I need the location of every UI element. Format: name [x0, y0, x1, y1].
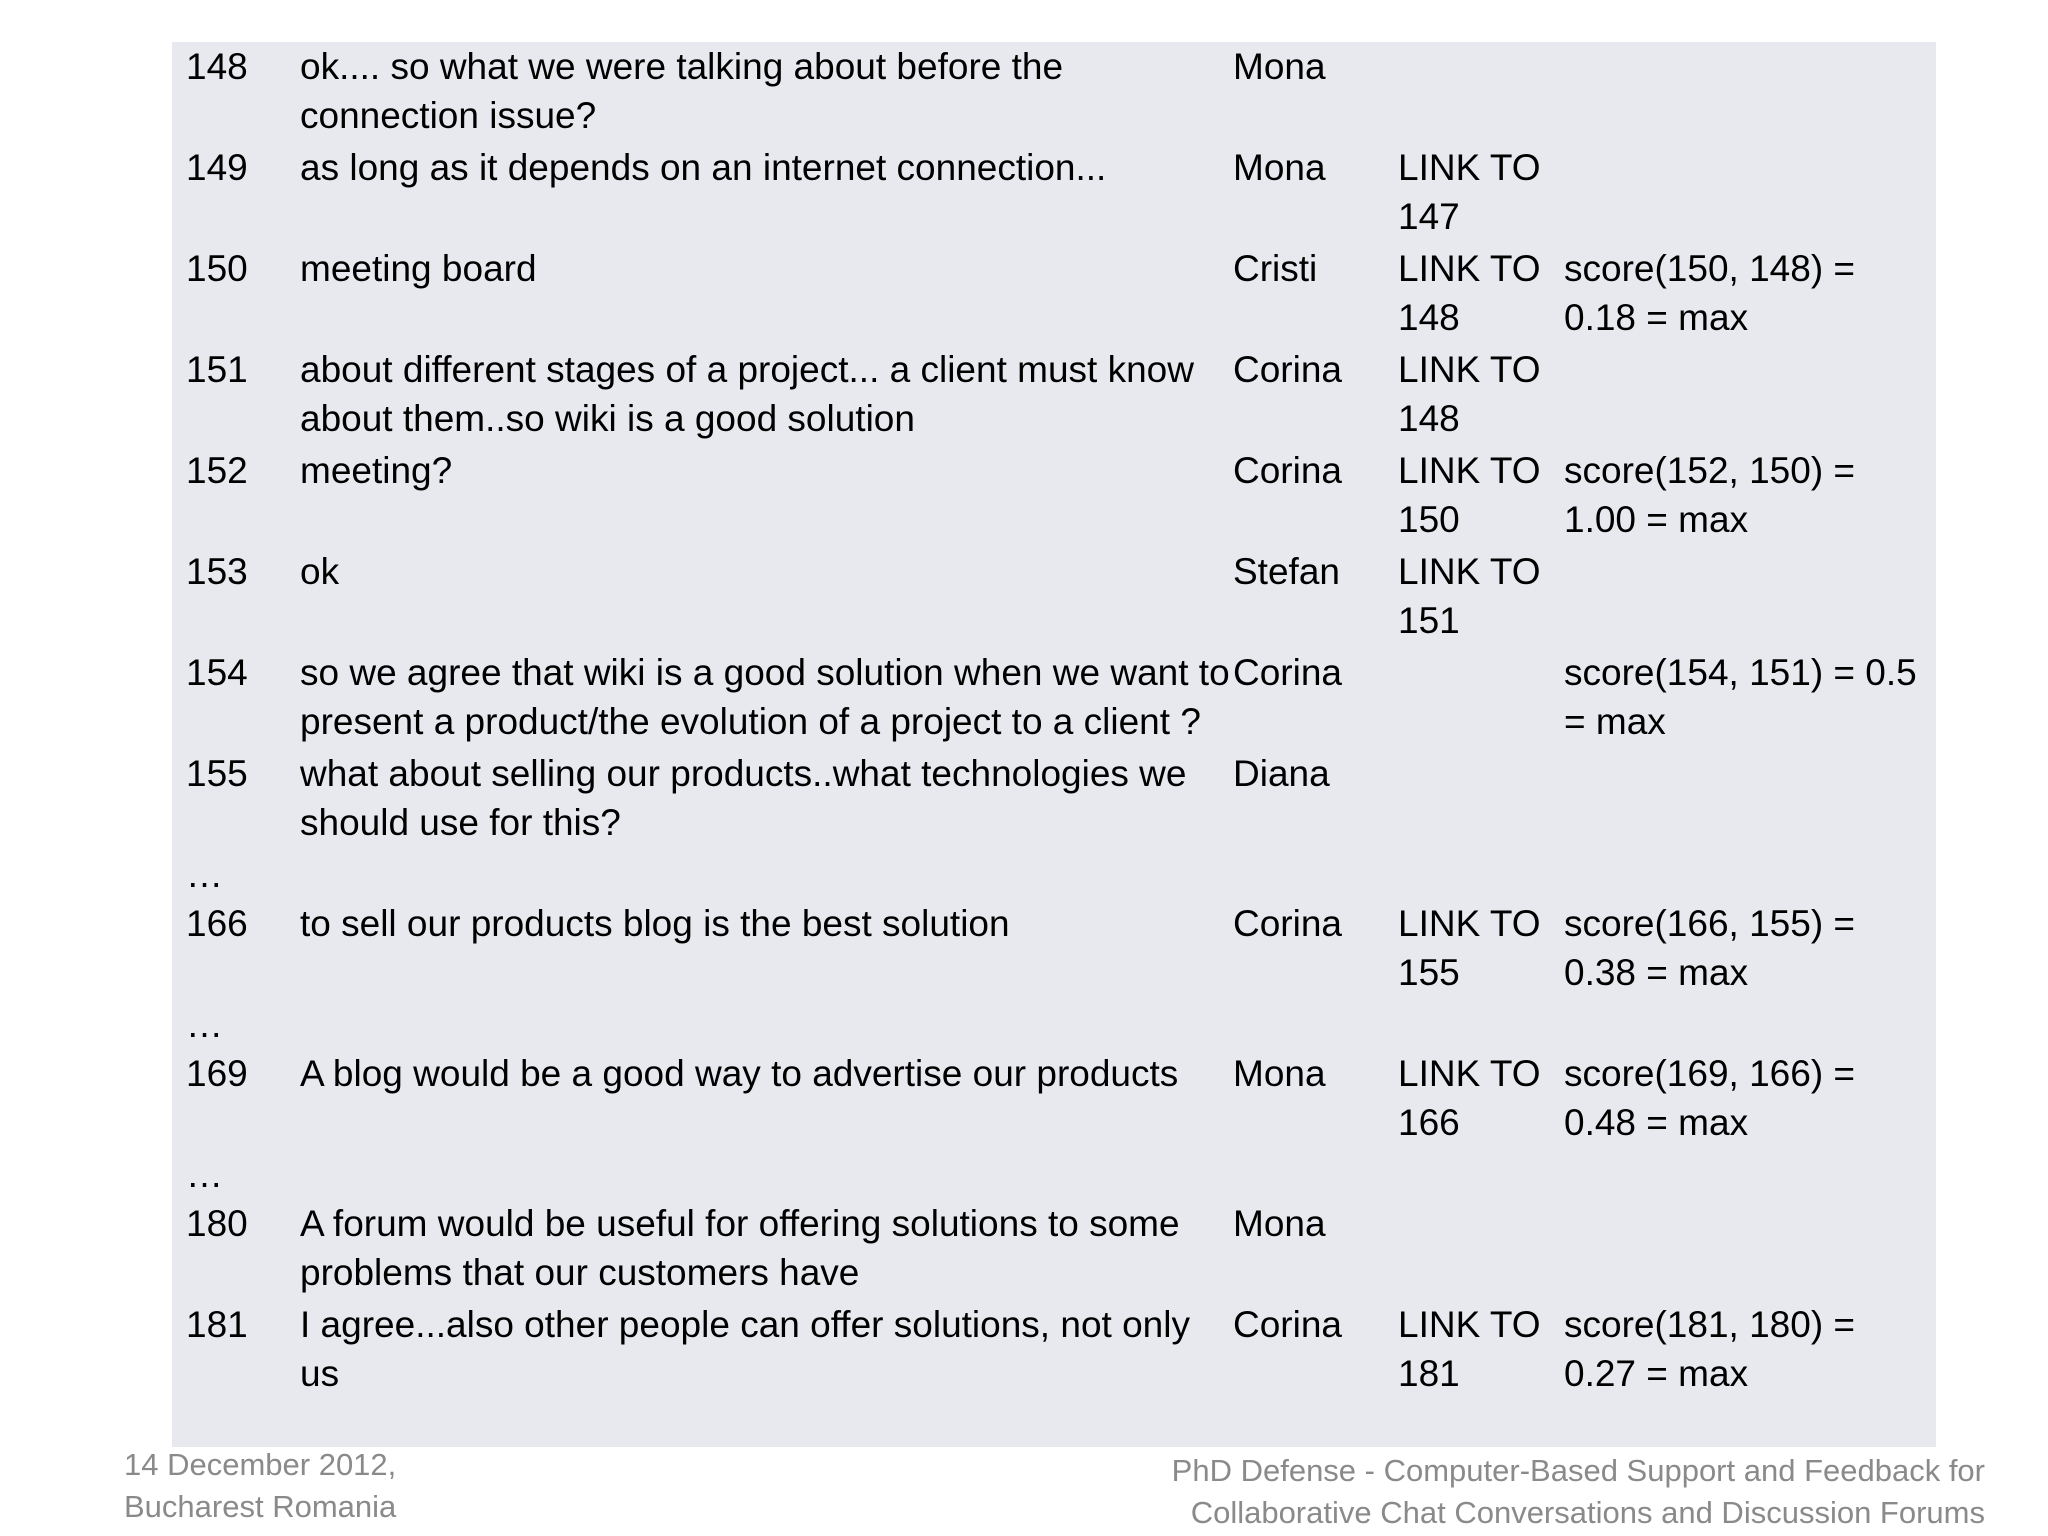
message-text: what about selling our products..what technologies we should use for this?: [300, 753, 1187, 843]
table-row: [172, 42, 1936, 143]
message-number: 149: [186, 147, 248, 188]
table-row: [172, 1049, 1936, 1150]
message-author: Corina: [1233, 903, 1342, 944]
message-number: 153: [186, 551, 248, 592]
ellipsis-row: [172, 850, 1936, 899]
table-row: [172, 446, 1936, 547]
message-author: Mona: [1233, 147, 1326, 188]
message-link: LINK TO 155: [1398, 903, 1541, 993]
table-row: [172, 1199, 1936, 1300]
message-link: [1398, 749, 1564, 850]
message-number: 150: [186, 248, 248, 289]
message-link: LINK TO 150: [1398, 450, 1541, 540]
message-link: LINK TO 166: [1398, 1053, 1541, 1143]
message-number: 166: [186, 903, 248, 944]
table-row: [172, 648, 1936, 749]
message-score: score(150, 148) = 0.18 = max: [1564, 248, 1856, 338]
message-score: [1564, 143, 1936, 244]
message-text: about different stages of a project... a client must know about them..so wiki is a good solution: [300, 349, 1194, 439]
ellipsis-row: [172, 1000, 1936, 1049]
message-link: LINK TO 148: [1398, 349, 1541, 439]
chat-log-table-panel: [172, 42, 1936, 1447]
message-author: Corina: [1233, 450, 1342, 491]
message-number: 169: [186, 1053, 248, 1094]
table-row: [172, 244, 1936, 345]
footer-presentation-title: [1172, 1450, 1985, 1534]
table-row: [172, 143, 1936, 244]
message-number: 180: [186, 1203, 248, 1244]
message-number: 154: [186, 652, 248, 693]
message-score: score(166, 155) = 0.38 = max: [1564, 903, 1856, 993]
message-text: ok: [300, 551, 340, 592]
message-link: [1398, 1199, 1564, 1300]
message-number: 151: [186, 349, 248, 390]
ellipsis-row: [172, 1150, 1936, 1199]
message-text: A blog would be a good way to advertise our products: [300, 1053, 1179, 1094]
message-link: [1398, 42, 1564, 143]
message-score: [1564, 345, 1936, 446]
message-number: 148: [186, 46, 248, 87]
message-text: I agree...also other people can offer solutions, not only us: [300, 1304, 1190, 1394]
message-text: meeting board: [300, 248, 537, 289]
message-text: meeting?: [300, 450, 453, 491]
ellipsis-marker: …: [186, 854, 223, 895]
footer-title-line2: Collaborative Chat Conversations and Discussion Forums: [1190, 1495, 1985, 1530]
message-score: [1564, 749, 1936, 850]
message-score: [1564, 1199, 1936, 1300]
table-row: [172, 749, 1936, 850]
chat-log-table: [172, 42, 1936, 1401]
footer-location: Bucharest Romania: [124, 1489, 397, 1524]
ellipsis-marker: …: [186, 1154, 223, 1195]
message-author: Diana: [1233, 753, 1330, 794]
message-author: Stefan: [1233, 551, 1340, 592]
message-author: Cristi: [1233, 248, 1318, 289]
chat-log-body: [172, 42, 1936, 1401]
message-author: Corina: [1233, 652, 1342, 693]
message-text: to sell our products blog is the best solution: [300, 903, 1010, 944]
table-row: [172, 1300, 1936, 1401]
message-score: [1564, 42, 1936, 143]
message-author: Corina: [1233, 349, 1342, 390]
message-score: score(169, 166) = 0.48 = max: [1564, 1053, 1856, 1143]
message-score: [1564, 547, 1936, 648]
ellipsis-marker: …: [186, 1004, 223, 1045]
message-link: LINK TO 148: [1398, 248, 1541, 338]
footer-date-location: [124, 1444, 396, 1528]
message-link: LINK TO 147: [1398, 147, 1541, 237]
message-link: LINK TO 181: [1398, 1304, 1541, 1394]
footer-date: 14 December 2012,: [124, 1447, 397, 1482]
message-link: [1398, 648, 1564, 749]
message-score: score(181, 180) = 0.27 = max: [1564, 1304, 1856, 1394]
message-author: Mona: [1233, 46, 1326, 87]
message-text: so we agree that wiki is a good solution when we want to present a product/the evolution of a project to a client ?: [300, 652, 1230, 742]
message-score: score(154, 151) = 0.5 = max: [1564, 652, 1917, 742]
table-row: [172, 345, 1936, 446]
message-author: Mona: [1233, 1203, 1326, 1244]
table-row: [172, 899, 1936, 1000]
table-row: [172, 547, 1936, 648]
message-text: ok.... so what we were talking about before the connection issue?: [300, 46, 1064, 136]
message-text: A forum would be useful for offering solutions to some problems that our customers have: [300, 1203, 1180, 1293]
message-number: 155: [186, 753, 248, 794]
message-number: 152: [186, 450, 248, 491]
message-number: 181: [186, 1304, 248, 1345]
message-text: as long as it depends on an internet connection...: [300, 147, 1107, 188]
message-score: score(152, 150) = 1.00 = max: [1564, 450, 1856, 540]
footer-title-line1: PhD Defense - Computer-Based Support and Feedback for: [1171, 1453, 1985, 1488]
message-author: Mona: [1233, 1053, 1326, 1094]
message-author: Corina: [1233, 1304, 1342, 1345]
message-link: LINK TO 151: [1398, 551, 1541, 641]
